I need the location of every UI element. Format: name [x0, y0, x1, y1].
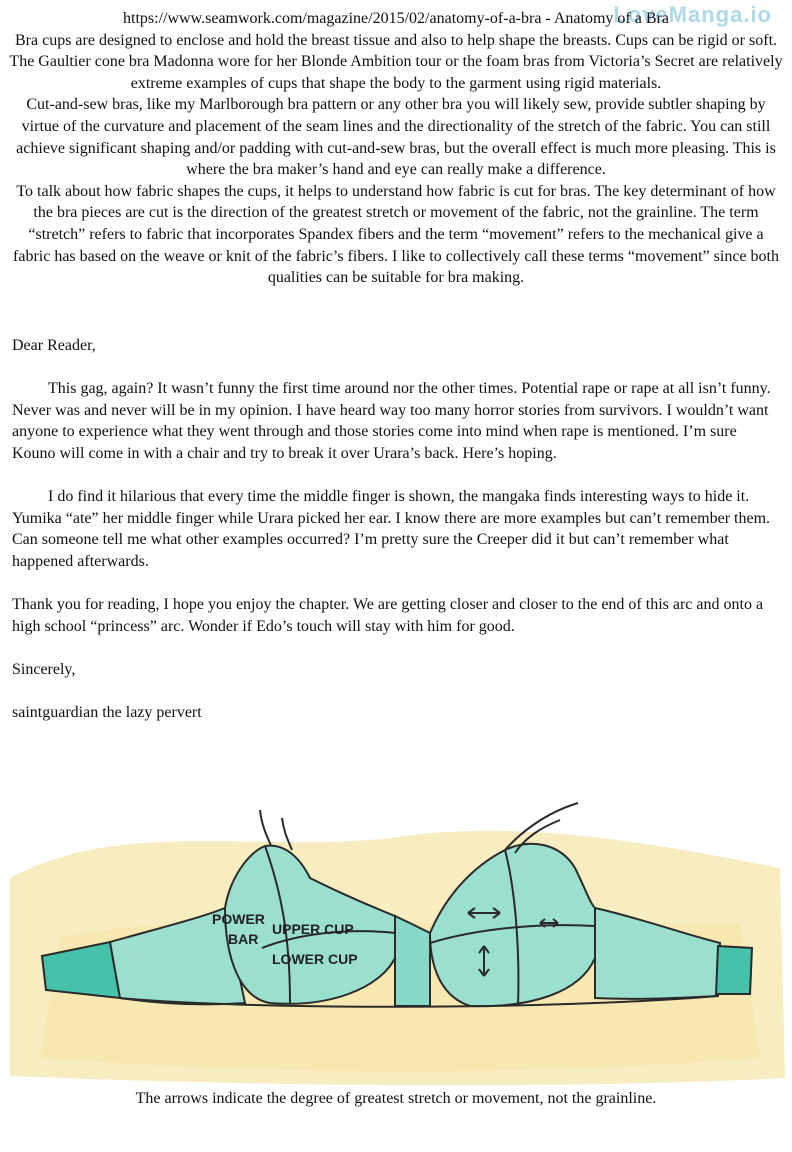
source-line: https://www.seamwork.com/magazine/2015/02/anatomy-of-a-bra - Anatomy of a Bra: [123, 10, 669, 27]
bra-illustration: [0, 758, 792, 1088]
letter-paragraph: This gag, again? It wasn’t funny the first time around nor the other times. Potential rape or rape at all isn’t funny. Never was and never will be in my opinion. I have heard way too many horror stories from survivors. I wouldn’t want anyone to experience what they went through and those stories come into mind when rape is mentioned. I’m sure Kouno will come in with a chair and try to break it over Urara’s back. Here’s hoping.: [12, 380, 771, 462]
letter-paragraph: I do find it hilarious that every time the middle finger is shown, the mangaka finds interesting ways to hide it. Yumika “ate” her middle finger while Urara picked her ear. I know there are more examples but can’t remember them. Can someone tell me what other examples occurred? I’m pretty sure the Creeper did it but can’t remember what happened afterwards.: [12, 488, 771, 570]
right-band: [716, 946, 752, 994]
translator-letter: [12, 335, 772, 745]
article-paragraph: Cut-and-sew bras, like my Marlborough bra pattern or any other bra you will likely sew, provide subtler shaping by virtue of the curvature and placement of the seam lines and the directionality of the stretch of the fabric. You can still achieve significant shaping and/or padding with cut-and-sew bras, but the overall effect is much more pleasing. This is where the bra maker’s hand and eye can really make a difference.: [16, 96, 776, 179]
signature: saintguardian the lazy pervert: [12, 704, 202, 722]
watermark-logo: LoveManga.io: [613, 2, 772, 27]
figure-caption: The arrows indicate the degree of greatest stretch or movement, not the grainline.: [135, 1090, 657, 1107]
article-paragraph: Bra cups are designed to enclose and hold the breast tissue and also to help shape the breasts. Cups can be rigid or soft. The Gaultier cone bra Madonna wore for her Blonde Ambition tour or the foam bras from Victoria’s Secret are relatively extreme examples of cups that shape the body to the garment using rigid materials.: [9, 31, 783, 92]
article-paragraph: To talk about how fabric shapes the cups, it helps to understand how fabric is cut for bras. The key determinant of how the bra pieces are cut is the direction of the greatest stretch or movement of the fabric, not the grainline. The term “stretch” refers to fabric that incorporates Spandex fibers and the term “movement” refers to the mechanical give a fabric has based on the weave or knit of the fabric’s fibers. I like to collectively call these terms “movement” since both qualities can be suitable for bra making.: [13, 182, 779, 287]
label-upper-cup: UPPER CUP: [272, 921, 354, 937]
label-bar: BAR: [228, 931, 259, 947]
salutation: Dear Reader,: [12, 337, 96, 354]
article-excerpt: [8, 8, 784, 289]
closing: Sincerely,: [12, 660, 76, 678]
label-power: POWER: [212, 911, 265, 927]
label-lower-cup: LOWER CUP: [272, 951, 358, 967]
letter-paragraph: Thank you for reading, I hope you enjoy the chapter. We are getting closer and closer to the end of this arc and onto a high school “princess” arc. Wonder if Edo’s touch will stay with him for good.: [12, 596, 764, 635]
